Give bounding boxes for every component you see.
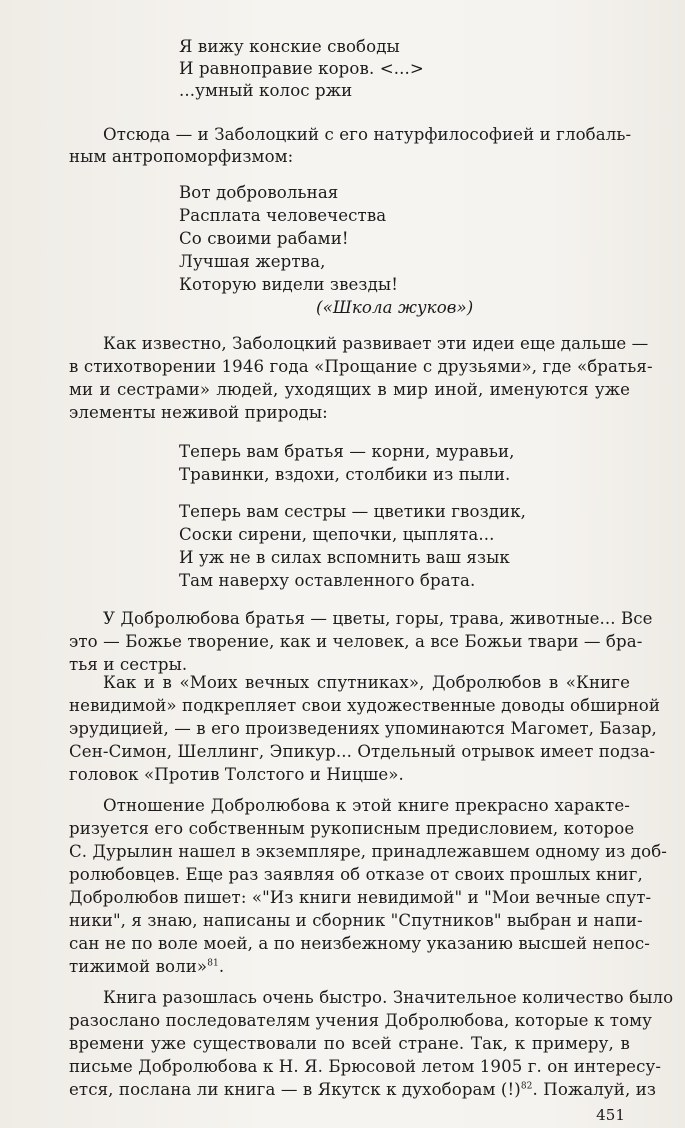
- paragraph-line: Отсюда — и Заболоцкий с его натурфилософией и глобаль-: [103, 125, 632, 144]
- poem-line: Соски сирени, щепочки, цыплята...: [179, 525, 495, 544]
- paragraph-line: элементы неживой природы:: [69, 403, 328, 422]
- paragraph-line: времени уже существовали по всей стране. Так, к примеру, в: [69, 1034, 630, 1053]
- paragraph-line: ным антропоморфизмом:: [69, 147, 294, 166]
- poem-line: Там наверху оставленного брата.: [179, 571, 476, 590]
- footnote-ref: 82: [520, 1081, 533, 1092]
- poem-source: («Школа жуков»): [316, 298, 474, 317]
- paragraph-line: Как известно, Заболоцкий развивает эти идеи еще дальше —: [103, 334, 649, 353]
- paragraph-line: Как и в «Моих вечных спутниках», Добролюбов в «Книге: [103, 673, 630, 692]
- poem-line: И равноправие коров. <...>: [179, 59, 424, 78]
- paragraph-line: это — Божье творение, как и человек, а все Божьи твари — бра-: [69, 632, 643, 651]
- paragraph-line: Сен-Симон, Шеллинг, Эпикур... Отдельный отрывок имеет подза-: [69, 742, 656, 761]
- poem-line: Я вижу конские свободы: [179, 37, 400, 56]
- paragraph-line: ролюбовцев. Еще раз заявляя об отказе от своих прошлых книг,: [69, 865, 643, 884]
- paragraph-line: [69, 956, 224, 978]
- paragraph-text: . Пожалуй, из: [532, 1080, 657, 1099]
- poem-line: Которую видели звезды!: [179, 275, 398, 294]
- footnote-ref: 81: [207, 958, 219, 969]
- paragraph-text: ется, послана ли книга — в Якутск к духоборам (!): [69, 1080, 521, 1099]
- paragraph-line: разослано последователям учения Добролюбова, которые к тому: [69, 1011, 653, 1030]
- poem-line: И уж не в силах вспомнить ваш язык: [179, 548, 510, 567]
- paragraph-text: тижимой воли»: [69, 957, 208, 976]
- poem-line: Вот добровольная: [179, 183, 339, 202]
- paragraph-line: Отношение Добролюбова к этой книге прекрасно характе-: [103, 796, 630, 815]
- poem-line: ...умный колос ржи: [179, 81, 353, 100]
- poem-line: Травинки, вздохи, столбики из пыли.: [179, 465, 511, 484]
- paragraph-line: ризуется его собственным рукописным предисловием, которое: [69, 819, 635, 838]
- paragraph-line: тья и сестры.: [69, 655, 188, 674]
- poem-line: Теперь вам сестры — цветики гвоздик,: [179, 502, 527, 521]
- paragraph-line: Книга разошлась очень быстро. Значительное количество было: [103, 988, 674, 1007]
- poem-line: Лучшая жертва,: [179, 252, 326, 271]
- paragraph-line: невидимой» подкрепляет свои художественные доводы обширной: [69, 696, 661, 715]
- paragraph-line: У Добролюбова братья — цветы, горы, трава, животные... Все: [103, 609, 653, 628]
- poem-line: Со своими рабами!: [179, 229, 349, 248]
- paragraph-line: [69, 1079, 656, 1101]
- page-number: 451: [596, 1106, 625, 1124]
- paragraph-line: ми и сестрами» людей, уходящих в мир иной, именуются уже: [69, 380, 630, 399]
- paragraph-line: головок «Против Толстого и Ницше».: [69, 765, 404, 784]
- paragraph-line: Добролюбов пишет: «"Из книги невидимой" и "Мои вечные спут-: [69, 888, 652, 907]
- paragraph-line: ники", я знаю, написаны и сборник "Спутников" выбран и напи-: [69, 911, 643, 930]
- poem-line: Теперь вам братья — корни, муравьи,: [179, 442, 515, 461]
- paragraph-line: С. Дурылин нашел в экземпляре, принадлежавшем одному из доб-: [69, 842, 667, 861]
- paragraph-line: сан не по воле моей, а по неизбежному указанию высшей непос-: [69, 934, 650, 953]
- paragraph-line: эрудицией, — в его произведениях упоминаются Магомет, Базар,: [69, 719, 657, 738]
- paragraph-line: письме Добролюбова к Н. Я. Брюсовой летом 1905 г. он интересу-: [69, 1057, 662, 1076]
- paragraph-line: в стихотворении 1946 года «Прощание с друзьями», где «братья-: [69, 357, 653, 376]
- paragraph-text: .: [218, 957, 225, 976]
- poem-line: Расплата человечества: [179, 206, 387, 225]
